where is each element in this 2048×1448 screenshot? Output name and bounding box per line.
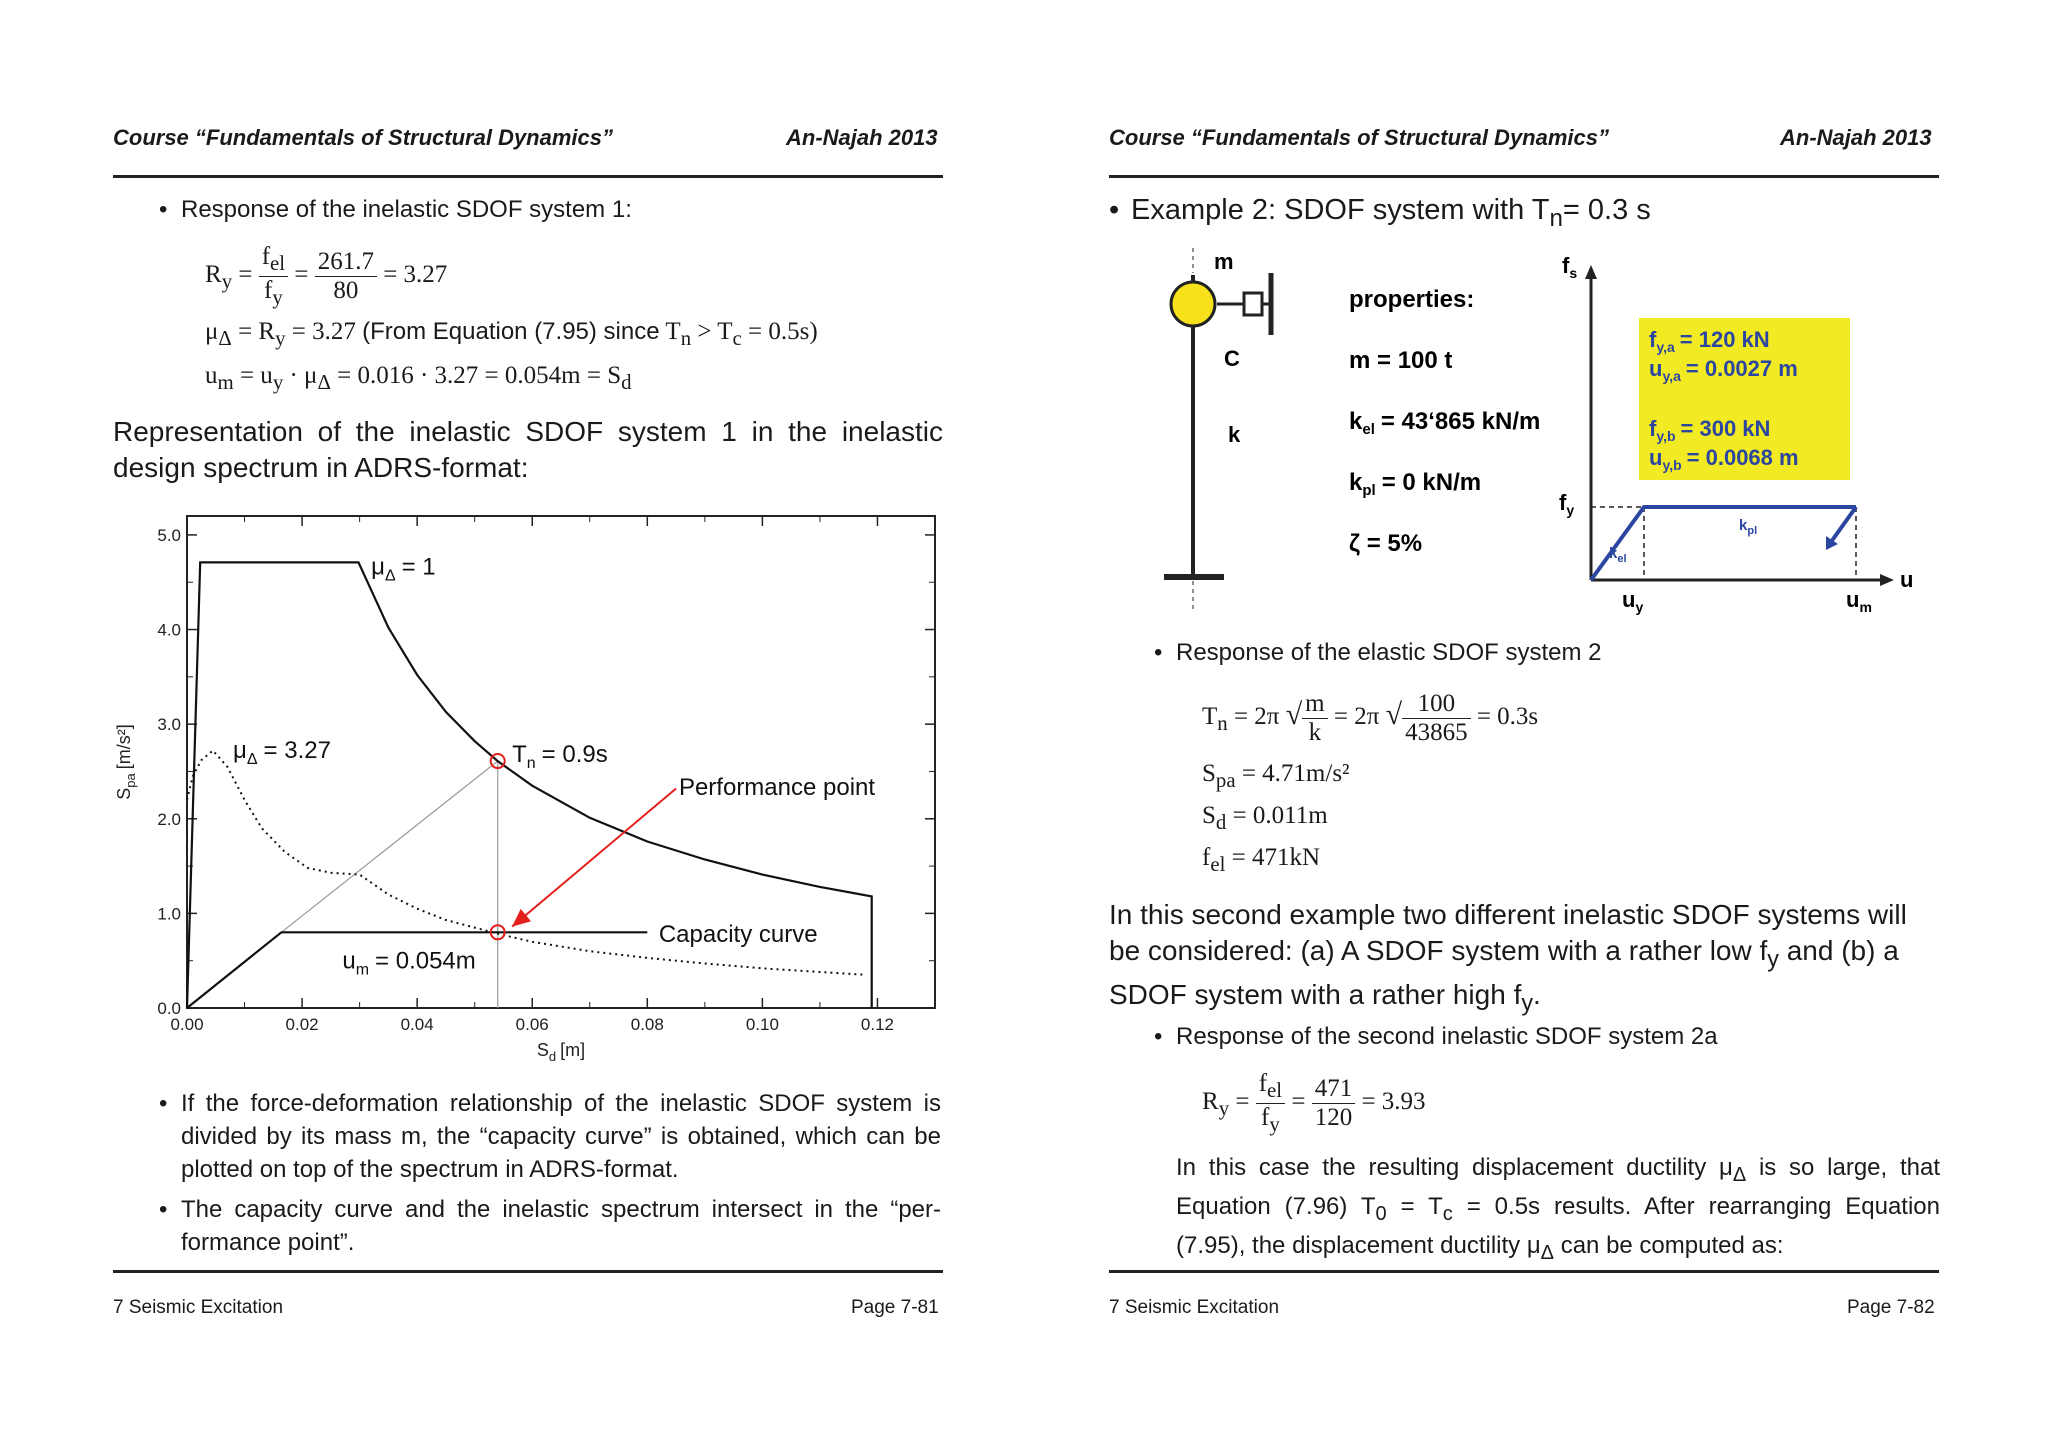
bullet-capacity-curve: • If the force-deformation relationship of the inelastic SDOF system is divided by its mass m, the “capacity curve” is obtained, which can be plotted on top of the spectrum in ADRS-format. [159,1090,941,1183]
x-tick-label: 0.08 [630,1015,664,1034]
right-page [1024,0,2048,1448]
equation-ry: $R_y$ = $\frac{f_{el}}{f_y}$ = $\frac{261.7}{80}$ = 3.27 [205,243,448,309]
prop-m: m = 100 t [1349,347,1453,374]
y-tick-label: 5.0 [157,525,181,545]
label-performance-point: Performance point [678,774,876,802]
box-uyb: $u_{y,b} = 0.0068$ m [1649,445,1799,473]
mass-circle [1171,282,1215,326]
x-tick-label: 0.06 [515,1015,549,1034]
header-year: An-Najah 2013 [1780,125,1932,150]
x-tick-label: 0.00 [170,1015,204,1034]
case-paragraph: In this case the resulting displacement ductility $\mu_\Delta$ is so large, that Equation (7.96) $T_0 = T_c = 0.5s$ results. After rearranging Equation (7.95), the displacement ductility $\mu_\Delta$ can be computed as: [1176,1154,1941,1264]
header-rule [1109,175,1939,178]
equation-mu: $\mu_\Delta = R_y = 3.27$ (From Equation (7.95) since $T_n > T_c = 0.5s$) [205,318,818,350]
footer-chapter: 7 Seismic Excitation [113,1297,284,1318]
header-course: Course “Fundamentals of Structural Dynamics” [113,125,613,150]
bullet-response-1: • Response of the inelastic SDOF system 1: [159,196,632,223]
box-fyb: $f_{y,b} = 300$ kN [1649,416,1771,444]
footer-page: Page 7-81 [851,1297,939,1318]
prop-kpl: $k_{pl} = 0$ kN/m [1349,469,1482,499]
equation-fel: $f_{el} = 471kN$ [1202,844,1321,876]
label-c: C [1224,346,1240,371]
prop-kel: $k_{el}$ = 43‘865 kN/m [1349,408,1541,438]
label-kel: $k_{el}$ [1609,545,1627,565]
y-tick-label: 0.0 [157,999,181,1018]
sdof-diagram [1154,245,1914,615]
equation-sd: $S_d = 0.011m$ [1202,802,1328,834]
representation-text: Representation of the inelastic SDOF system 1 in the inelastic design spectrum in ADRS-format: [113,416,943,483]
x-tick-label: 0.02 [285,1015,319,1034]
label-um: $u_m$ [1846,587,1872,615]
x-axis-label: $S_d$ [m] [536,1040,586,1064]
example-paragraph: In this second example two different inelastic SDOF systems will be considered: (a) A SDOF system with a rather low $f_y$ and (b) a SDOF system with a rather high $f_y$. [1109,899,1907,1016]
label-k: k [1228,422,1241,447]
performance-arrow [512,788,676,926]
y-tick-label: 4.0 [157,620,181,640]
equation-tn: $T_n = 2\pi$ √ $\frac{m}{k}$ = 2π √ $\frac{100}{43865}$ = 0.3s [1202,690,1539,746]
fs-arrow [1585,265,1597,279]
equation-ry-2a: $R_y$ = $\frac{f_{el}}{f_y}$ = $\frac{471}{120}$ = 3.93 [1202,1070,1426,1136]
box-uya: $u_{y,a} = 0.0027$ m [1649,356,1798,384]
y-axis-label: $S_{pa}[m/s^2]$ [114,724,138,800]
label-uy: $u_y$ [1622,587,1644,615]
footer-page: Page 7-82 [1847,1297,1935,1318]
example-title: • Example 2: SDOF system with $T_n= 0.3$ s [1109,194,1651,232]
x-tick-label: 0.04 [400,1015,434,1034]
y-tick-label: 3.0 [157,715,181,735]
y-tick-label: 1.0 [157,904,181,924]
label-mu-1: $\mu_\Delta = 1$ [371,553,436,585]
damper-box [1244,293,1262,315]
equation-um: $u_m = u_y \cdot \mu_\Delta = 0.016 \cdot 3.27 = 0.054m = S_d$ [205,362,632,394]
adrs-chart [110,510,950,1070]
y-tick-label: 2.0 [157,809,181,829]
label-tn: $T_n = 0.9s$ [512,741,608,772]
bullet-inelastic-2a: • Response of the second inelastic SDOF system 2a [1154,1023,1718,1050]
guide-line [281,761,497,932]
bullet-elastic-response: • Response of the elastic SDOF system 2 [1154,639,1602,666]
footer-rule [113,1270,943,1273]
header-year: An-Najah 2013 [786,125,938,150]
bullet-performance-point: • The capacity curve and the inelastic spectrum intersect in the “performance point”. [159,1196,941,1256]
label-mu-327: $\mu_\Delta = 3.27$ [233,737,331,769]
performance-arrowhead [512,909,531,927]
u-arrow [1880,574,1894,586]
equation-spa: $S_{pa} = 4.71m/s^2$ [1202,760,1350,792]
x-tick-label: 0.10 [745,1015,779,1034]
x-tick-label: 0.12 [860,1015,895,1034]
props-title: properties: [1349,286,1475,313]
label-m: m [1214,249,1234,274]
label-kpl: $k_{pl}$ [1739,517,1758,537]
label-fy: $f_y$ [1559,490,1575,518]
footer-chapter: 7 Seismic Excitation [1109,1297,1280,1318]
label-fs: $f_s$ [1562,253,1578,281]
label-u: u [1900,567,1914,592]
force-displacement-curve [1591,507,1856,580]
header-rule [113,175,943,178]
label-um: $u_m = 0.054m$ [342,947,476,979]
box-fya: $f_{y,a} = 120$ kN [1649,327,1770,355]
unloading-line [1831,507,1856,542]
chart-annotations [233,554,875,979]
footer-rule [1109,1270,1939,1273]
header-course: Course “Fundamentals of Structural Dynamics” [1109,125,1609,150]
prop-zeta: ζ = 5% [1349,530,1423,557]
label-capacity-curve: Capacity curve [658,920,818,948]
